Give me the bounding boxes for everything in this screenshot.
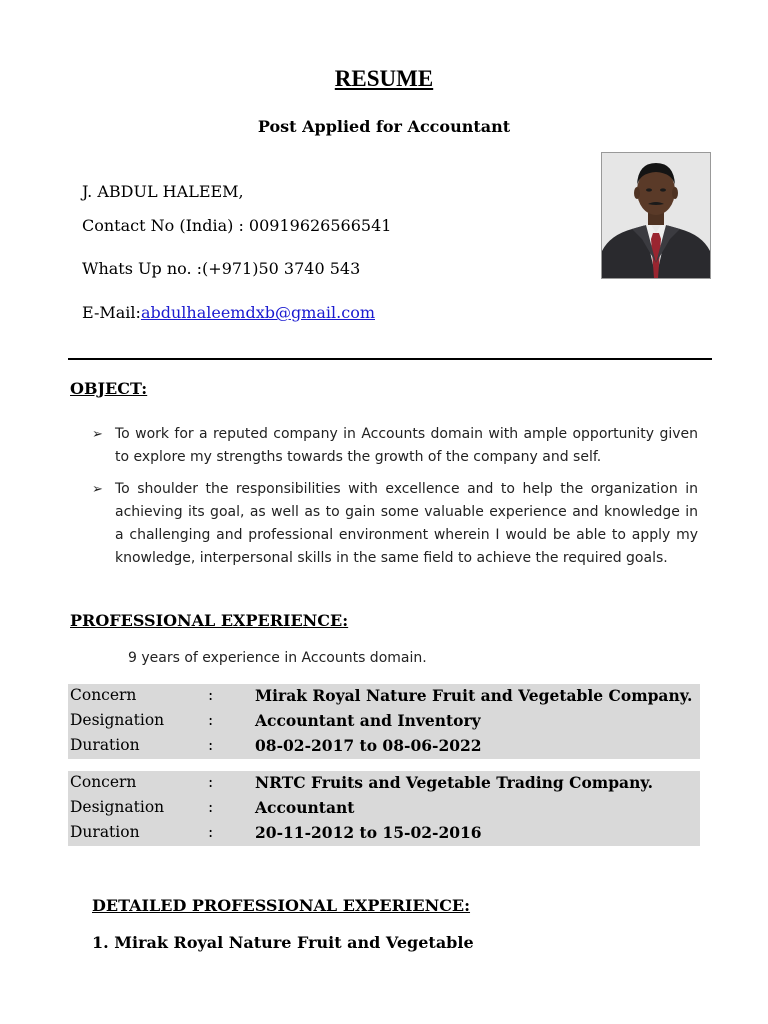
field-colon: : <box>208 798 214 816</box>
email-label: E-Mail: <box>82 303 141 322</box>
field-label: Duration <box>70 823 140 841</box>
job-block <box>68 684 700 759</box>
object-heading: OBJECT: <box>70 379 148 398</box>
contact-phone: Contact No (India) : 00919626566541 <box>82 216 392 235</box>
email-line <box>82 303 375 322</box>
profile-photo <box>601 152 711 279</box>
experience-heading: PROFESSIONAL EXPERIENCE: <box>70 611 349 630</box>
experience-summary: 9 years of experience in Accounts domain. <box>128 650 427 666</box>
post-applied: Post Applied for Accountant <box>257 117 511 136</box>
job-duration-row <box>68 821 700 846</box>
whatsapp-number: Whats Up no. :(+971)50 3740 543 <box>82 259 361 278</box>
bullet-arrow-icon: ➢ <box>92 482 103 497</box>
job-concern: Mirak Royal Nature Fruit and Vegetable Company. <box>255 686 693 705</box>
object-item-text: To shoulder the responsibilities with excellence and to help the organization in achieving its goal, as well as to gain some valuable experience and knowledge in a challenging and professional environment wherein I would be able to apply my knowledge, interpersonal skills in the same field to achieve the required goals. <box>115 481 698 566</box>
field-colon: : <box>208 711 214 729</box>
job-concern-row <box>68 684 700 709</box>
job-concern: NRTC Fruits and Vegetable Trading Company. <box>255 773 653 792</box>
field-label: Designation <box>70 798 165 816</box>
field-label: Concern <box>70 686 137 704</box>
field-label: Concern <box>70 773 137 791</box>
candidate-name: J. ABDUL HALEEM, <box>82 182 244 201</box>
field-colon: : <box>208 773 214 791</box>
job-duration-row <box>68 734 700 759</box>
object-item <box>92 478 698 570</box>
bullet-arrow-icon: ➢ <box>92 427 103 442</box>
job-designation: Accountant and Inventory <box>255 711 481 730</box>
field-label: Duration <box>70 736 140 754</box>
resume-title: RESUME <box>334 66 434 91</box>
detailed-item-title: 1. Mirak Royal Nature Fruit and Vegetable <box>92 933 474 952</box>
detailed-experience-heading: DETAILED PROFESSIONAL EXPERIENCE: <box>92 896 471 915</box>
field-colon: : <box>208 736 214 754</box>
field-colon: : <box>208 823 214 841</box>
email-link[interactable]: abdulhaleemdxb@gmail.com <box>140 303 375 322</box>
portrait-image <box>602 153 710 278</box>
job-duration: 08-02-2017 to 08-06-2022 <box>255 736 482 755</box>
header-divider <box>68 358 712 360</box>
object-item <box>92 423 698 469</box>
field-label: Designation <box>70 711 165 729</box>
job-duration: 20-11-2012 to 15-02-2016 <box>255 823 482 842</box>
object-item-text: To work for a reputed company in Accounts domain with ample opportunity given to explore my strengths towards the growth of the company and self. <box>115 426 698 465</box>
job-designation-row <box>68 796 700 821</box>
job-designation: Accountant <box>255 798 355 817</box>
job-designation-row <box>68 709 700 734</box>
job-concern-row <box>68 771 700 796</box>
field-colon: : <box>208 686 214 704</box>
job-block <box>68 771 700 846</box>
